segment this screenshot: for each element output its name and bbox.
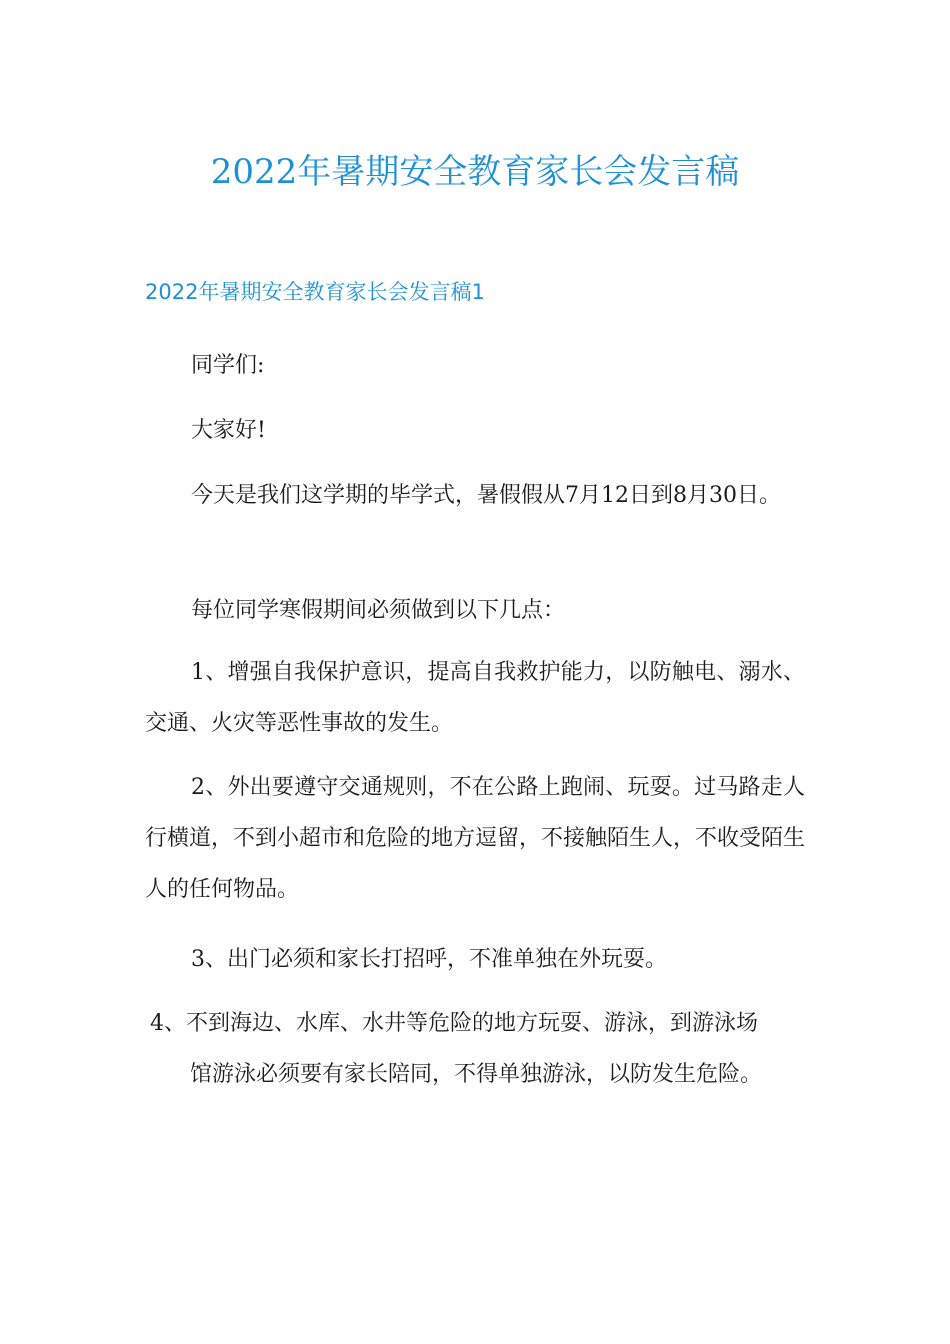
document-title: 2022年暑期安全教育家长会发言稿 <box>210 152 740 192</box>
list-item: 2、外出要遵守交通规则，不在公路上跑闹、玩耍。过马路走人行横道，不到小超市和危险的地方逗留，不接触陌生人，不收受陌生人的任何物品。 <box>145 775 806 902</box>
list-item-line: 4、不到海边、水库、水井等危险的地方玩耍、游泳，到游泳场 <box>150 1011 758 1036</box>
list-item: 3、出门必须和家长打招呼，不准单独在外玩耍。 <box>191 947 667 972</box>
intro-paragraph: 今天是我们这学期的毕学式，暑假假从7月12日到8月30日。 <box>191 483 781 508</box>
list-item: 1、增强自我保护意识，提高自我救护能力，以防触电、溺水、交通、火灾等恶性事故的发生。 <box>145 660 805 736</box>
section-heading: 2022年暑期安全教育家长会发言稿1 <box>145 280 485 304</box>
hello-paragraph: 大家好! <box>191 418 266 443</box>
list-item <box>150 998 800 1100</box>
requirements-intro-paragraph: 每位同学寒假期间必须做到以下几点： <box>191 598 566 623</box>
greeting-paragraph: 同学们: <box>191 353 265 378</box>
list-item-line: 馆游泳必须要有家长陪同，不得单独游泳，以防发生危险。 <box>190 1062 763 1087</box>
